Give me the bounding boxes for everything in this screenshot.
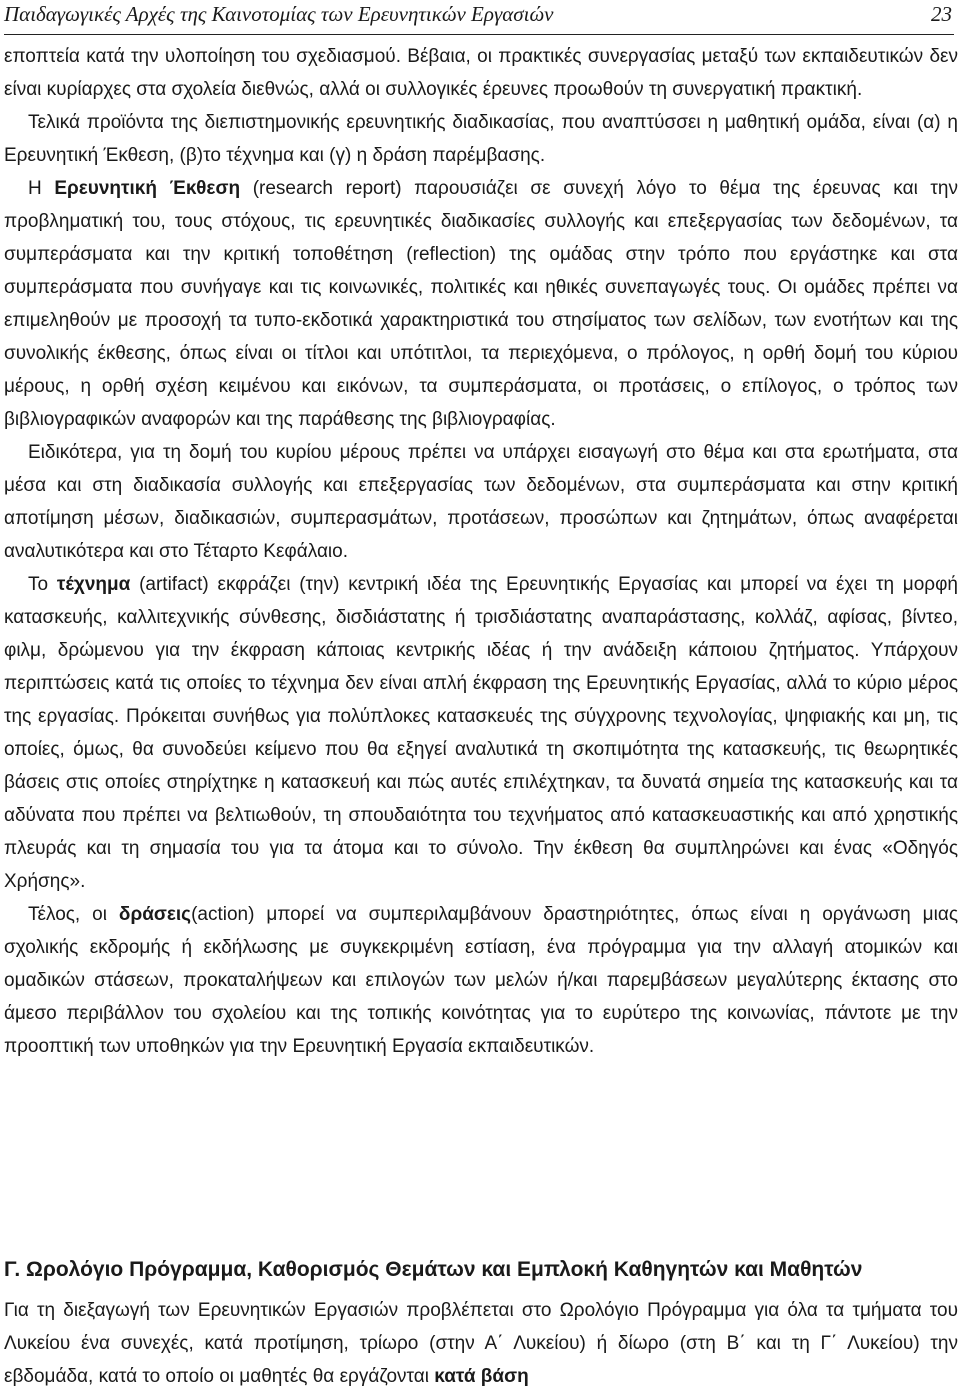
page-header xyxy=(4,0,954,35)
page-number: 23 xyxy=(931,2,952,26)
running-title: Παιδαγωγικές Αρχές της Καινοτομίας των Ερευνητικών Εργασιών xyxy=(4,2,554,26)
bold-term-research-report: Ερευνητική Έκθεση xyxy=(54,178,241,199)
section-heading: Γ. Ωρολόγιο Πρόγραμμα, Καθορισμός Θεμάτων και Εμπλοκή Καθηγητών και Μαθητών xyxy=(4,1258,863,1281)
section-body xyxy=(4,1294,958,1393)
bold-term-actions: δράσεις xyxy=(118,904,192,925)
paragraph-continuation: εποπτεία κατά την υλοποίηση του σχεδιασμού. Βέβαια, οι πρακτικές συνεργασίας μεταξύ των εκπαιδευτικών δεν είναι κυρίαρχες στα σχολεία διεθνώς, αλλά οι συλλογικές έρευνες προωθούν τη συνεργατική πρακτική. xyxy=(4,46,958,100)
paragraph-actions xyxy=(4,898,958,1063)
section-body-text: Για τη διεξαγωγή των Ερευνητικών Εργασιών προβλέπεται στο Ωρολόγιο Πρόγραμμα για όλα τα τμήματα του Λυκείου ένα συνεχές, κατά προτίμηση, τρίωρο (στην Α΄ Λυκείου) ή δίωρο (στη Β΄ και τη Γ΄ Λυκείου) την εβδομάδα, κατά το οποίο οι μαθητές θα εργάζονται xyxy=(4,1300,958,1387)
paragraph-rest: (action) μπορεί να συμπεριλαμβάνουν δραστηριότητες, όπως είναι η οργάνωση μιας σχολικής εκδρομής ή εκδήλωσης με συγκεκριμένη εστίαση, ένα πρόγραμμα για την αλλαγή ατομικών και ομαδικών στάσεων, προκαταλήψεων και επιλογών των μελών ή/και παρεμβάσεων μεγαλύτερης έκτασης στο άμεσο περιβάλλον του σχολείου και της τοπικής κοινότητας για το ευρύτερο της κοινωνίας, πάντοτε με την προοπτική των υποθηκών για την Ερευνητική Εργασία εκπαιδευτικών. xyxy=(4,904,958,1057)
bold-term-artifact: τέχνημα xyxy=(56,574,131,595)
paragraph-rest: (artifact) εκφράζει (την) κεντρική ιδέα της Ερευνητικής Εργασίας και μπορεί να έχει τη μορφή κατασκευής, καλλιτεχνικής σύνθεσης, δισδιάστατης ή τρισδιάστατης αναπαράστασης, κολλάζ, αφίσας, βίντεο, φιλμ, δρώμενου για την έκφραση κάποιας κεντρικής ιδέας ή την ανάδειξη κάποιου ζητήματος. Υπάρχουν περιπτώσεις κατά τις οποίες το τέχνημα δεν είναι απλή έκφραση της Ερευνητικής Εργασίας, αλλά το κύριο μέρος της εργασίας. Πρόκειται συνήθως για πολύπλοκες κατασκευές της σύγχρονης τεχνολογίας, ψηφιακής και μη, τις οποίες, όμως, θα συνοδεύει κείμενο που θα εξηγεί αναλυτικά τη σκοπιμότητα της κατασκευής, τις θεωρητικές βάσεις στις οποίες στηρίχτηκε η κατασκευή και πώς αυτές επιλέχτηκαν, τα δυνατά σημεία της κατασκευής και τα αδύνατα που πρέπει να βελτιωθούν, τη σπουδαιότητα του τεχνήματος από κατασκευαστικής και από χρηστικής πλευράς και τη σημασία του για τα άτομα και το σύνολο. Την έκθεση θα συμπληρώνει και ένας «Οδηγός Χρήσης». xyxy=(4,574,958,892)
paragraph-prefix: Τέλος, οι xyxy=(28,904,119,925)
paragraph-prefix: Το xyxy=(28,574,57,595)
body-text xyxy=(4,40,958,1063)
paragraph-structure: Ειδικότερα, για τη δομή του κυρίου μέρους πρέπει να υπάρχει εισαγωγή στο θέμα και στα ερωτήματα, στα μέσα και στη διαδικασία συλλογής και επεξεργασίας των δεδομένων, στα συμπεράσματα και στην κριτική αποτίμηση μέσων, διαδικασιών, συμπερασμάτων, προτάσεων, προσώπων και ζητημάτων, όπως αναφέρεται αναλυτικότερα και στο Τέταρτο Κεφάλαιο. xyxy=(4,442,958,562)
paragraph-prefix: Η xyxy=(28,178,55,199)
paragraph-rest: (research report) παρουσιάζει σε συνεχή λόγο το θέμα της έρευνας και την προβληματική του, τους στόχους, τις ερευνητικές διαδικασίες συλλογής και επεξεργασίας των δεδομένων, τα συμπεράσματα και την κριτική τοποθέτηση (reflection) της ομάδας στην τρόπο που εργάστηκε και στα συμπεράσματα που συνήγαγε και τις κοινωνικές, πολιτικές και ηθικές συνεπαγωγές τους. Οι ομάδες πρέπει να επιμεληθούν με προσοχή τα τυπο-εκδοτικά χαρακτηριστικά του στησίματος των σελίδων, των ενοτήτων και της συνολικής έκθεσης, όπως είναι οι τίτλοι και υπότιτλοι, τα περιεχόμενα, ο πρόλογος, η ορθή δομή του κύριου μέρους, η ορθή σχέση κειμένου και εικόνων, τα συμπεράσματα, οι προτάσεις, ο επίλογος, ο τρόπος των βιβλιογραφικών αναφορών και της παράθεσης της βιβλιογραφίας. xyxy=(4,178,958,430)
bold-term-kata-vasi: κατά βάση xyxy=(434,1366,529,1387)
paragraph-final-products: Τελικά προϊόντα της διεπιστημονικής ερευνητικής διαδικασίας, που αναπτύσσει η μαθητική ομάδα, είναι (α) η Ερευνητική Έκθεση, (β)το τέχνημα και (γ) η δράση παρέμβασης. xyxy=(4,112,958,166)
paragraph-artifact xyxy=(4,568,958,898)
section-paragraph xyxy=(4,1294,958,1393)
paragraph-research-report xyxy=(4,172,958,436)
